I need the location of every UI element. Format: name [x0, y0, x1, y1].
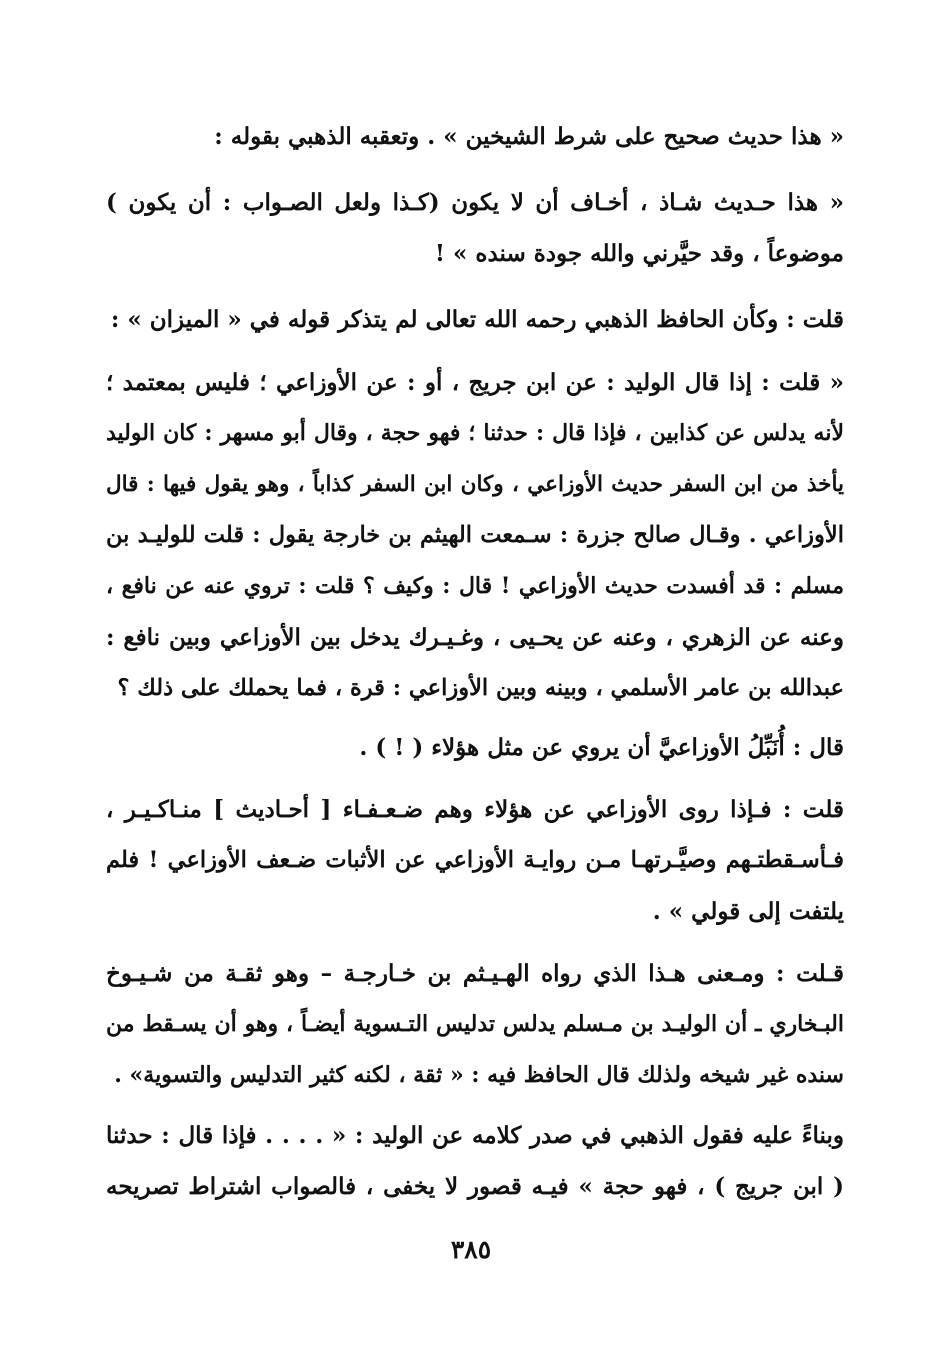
paragraph-6 [106, 784, 844, 937]
text-line: فـأسـقطتـهم وصيَّـرتهـا مـن روايـة الأوزاعي عن الأثبات ضـعف الأوزاعي ! فلم [106, 847, 844, 873]
text-line: « قلت : إذا قال الوليد : عن ابن جريج ، أو : عن الأوزاعي ؛ فليس بمعتمد ؛ [106, 369, 844, 396]
text-line: مسلم : قد أفسدت حديث الأوزاعي ! قال : وكيف ؟ قلت : تروي عنه عن نافع ، [106, 573, 844, 599]
text-line: قلت : وكأن الحافظ الذهبي رحمه الله تعالى لم يتذكر قوله في « الميزان » : [110, 306, 844, 333]
text-line: « هذا حديث صحيح على شرط الشيخين » . وتعقبه الذهبي بقوله : [214, 123, 844, 150]
paragraph-8 [106, 1110, 844, 1212]
paragraph-2 [106, 177, 844, 279]
text-line: « هذا حـديث شـاذ ، أخـاف أن لا يكون (كـذا ولعل الصـواب : أن يكون ) [106, 189, 844, 216]
paragraph-1 [106, 111, 844, 162]
paragraph-4 [106, 357, 844, 714]
page-number: ٣٨٥ [450, 1235, 492, 1264]
text-line: موضوعاً ، وقد حيَّرني والله جودة سنده » ! [434, 240, 844, 267]
paragraph-5 [106, 722, 844, 773]
text-line: قلت : فـإذا روى الأوزاعي عن هؤلاء وهم ضـعـفـاء [ أحـاديث ] منـاكـيـر ، [106, 796, 844, 823]
text-line: قال : أُنَبِّلُ الأوزاعيَّ أن يروي عن مثل هؤلاء ( ! ) . [359, 734, 844, 761]
paragraph-3 [106, 294, 844, 345]
text-line: يلتفت إلى قولي » . [652, 898, 844, 925]
paragraph-7 [106, 948, 844, 1101]
text-line: وعنه عن الزهري ، وعنه عن يحـيى ، وغـيـرك يدخل بين الأوزاعي وبين نافع : [106, 624, 844, 651]
text-line: سنده غير شيخه ولذلك قال الحافظ فيه : « ثقة ، لكنه كثير التدليس والتسوية» . [114, 1062, 844, 1088]
text-line: وبناءً عليه فقول الذهبي في صدر كلامه عن الوليد : « . . . . فإذا قال : حدثنا [106, 1122, 844, 1149]
text-line: ( ابن جريج ) ، فهو حجة » فيـه قصور لا يخفى ، فالصواب اشتراط تصريحه [106, 1173, 844, 1200]
text-line: لأنه يدلس عن كذابين ، فإذا قال : حدثنا ؛ فهو حجة ، وقال أبو مسهر : كان الوليد [106, 420, 844, 446]
text-line: الأوزاعي . وقـال صالح جزرة : سـمعت الهيثم بن خارجة يقول : قلت للوليـد بن [106, 522, 844, 548]
text-line: يأخذ من ابن السفر حديث الأوزاعي ، وكان ابن السفر كذاباً ، وهو يقول فيها : قال [106, 472, 844, 497]
text-line: البـخاري ـ أن الوليـد بن مـسلم يدلس تدليس التـسوية أيضـاً ، وهو أن يسـقط من [106, 1011, 844, 1037]
text-line: عبدالله بن عامر الأسلمي ، وبينه وبين الأوزاعي : قرة ، فما يحملك على ذلك ؟ [117, 675, 844, 701]
text-line: قـلت : ومـعنى هـذا الذي رواه الهـيـثم بن خـارجـة – وهو ثقـة من شـيـوخ [106, 960, 844, 987]
